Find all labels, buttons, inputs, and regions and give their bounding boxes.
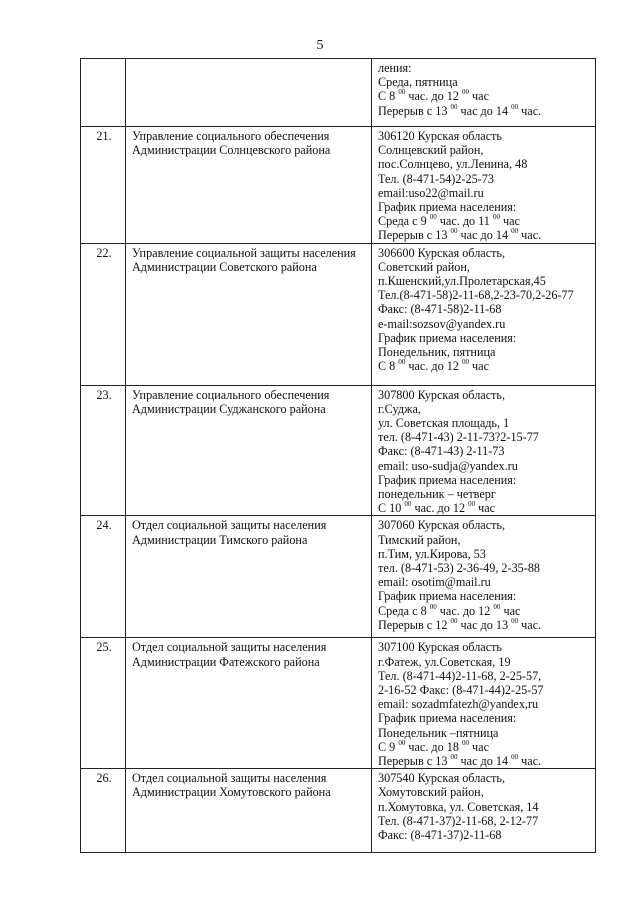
minutes-superscript: 00 xyxy=(429,602,437,611)
contact-line xyxy=(378,302,591,316)
minutes-superscript: 00 xyxy=(398,88,406,97)
contact-text: Перерыв с 13 xyxy=(378,103,451,118)
contact-text: Факс: (8-471-43) 2-11-73 xyxy=(378,444,505,459)
contact-text: час xyxy=(499,214,520,229)
contact-text: email: uso-sudja@yandex.ru xyxy=(378,458,518,473)
contact-line xyxy=(378,754,591,768)
contact-line xyxy=(378,459,591,473)
contact-text: С 8 xyxy=(378,359,399,374)
agency-name: Отдел социальной защиты населения Администрации Фатежского района xyxy=(126,638,372,769)
contact-line xyxy=(378,771,591,785)
minutes-superscript: 00 xyxy=(450,102,458,111)
contact-text: График приема населения: xyxy=(378,711,517,726)
row-number: 21. xyxy=(81,127,126,244)
contact-info xyxy=(372,769,596,853)
minutes-superscript: 00 xyxy=(511,616,519,625)
contact-line xyxy=(378,604,591,618)
contact-line xyxy=(378,697,591,711)
contact-line xyxy=(378,331,591,345)
page-number: 5 xyxy=(316,38,324,53)
contact-text: С 9 xyxy=(378,739,399,754)
contact-line xyxy=(378,561,591,575)
contact-line xyxy=(378,402,591,416)
contact-line xyxy=(378,288,591,302)
contact-info xyxy=(372,127,596,244)
contact-text: Тел.(8-471-58)2-11-68,2-23-70,2-26-77 xyxy=(378,288,574,303)
contact-line xyxy=(378,143,591,157)
agency-name xyxy=(126,59,372,127)
contact-text: 306600 Курская область, xyxy=(378,245,506,260)
contact-text: 306120 Курская область xyxy=(378,129,502,143)
contact-line xyxy=(378,501,591,515)
contact-text: ления: xyxy=(378,61,412,75)
contact-text: email:uso22@mail.ru xyxy=(378,185,484,200)
contact-text: График приема населения: xyxy=(378,330,517,345)
minutes-superscript: 00 xyxy=(462,358,469,367)
contact-line xyxy=(378,444,591,458)
contact-line xyxy=(378,800,591,814)
minutes-superscript: 00 xyxy=(492,213,500,222)
contact-text: п.Хомутовка, ул. Советская, 14 xyxy=(378,799,539,814)
contact-text: час xyxy=(475,501,496,516)
contact-text: п.Тим, ул.Кирова, 53 xyxy=(378,546,486,561)
contact-text: час xyxy=(469,89,489,104)
contact-text: Солнцевский район, xyxy=(378,143,484,158)
contact-text: час. до 11 xyxy=(436,214,493,229)
contact-text: Факс: (8-471-58)2-11-68 xyxy=(378,302,502,317)
minutes-superscript: 00 xyxy=(450,616,458,625)
contact-text: час. xyxy=(518,228,542,243)
contact-text: График приема населения: xyxy=(378,200,517,215)
contact-line xyxy=(378,75,591,89)
contact-text: Среда, пятница xyxy=(378,75,458,90)
contact-line xyxy=(378,104,591,118)
contact-text: e-mail:sozsov@yandex.ru xyxy=(378,316,506,331)
contact-text: Тел. (8-471-54)2-25-73 xyxy=(378,171,494,186)
contact-text: час до 14 xyxy=(457,103,512,118)
contact-line xyxy=(378,61,591,75)
contact-line xyxy=(378,669,591,683)
contact-line xyxy=(378,785,591,799)
contact-text: Тимский район, xyxy=(378,532,461,547)
contact-text: час xyxy=(469,359,489,374)
contact-text: Перерыв с 12 xyxy=(378,617,451,632)
contact-text: час xyxy=(500,603,521,618)
contact-line xyxy=(378,317,591,331)
contact-info xyxy=(372,385,596,516)
contact-text: час. до 12 xyxy=(405,359,462,374)
contact-text: email: osotim@mail.ru xyxy=(378,575,491,590)
contact-line xyxy=(378,430,591,444)
table-row xyxy=(81,243,596,385)
table-row xyxy=(81,385,596,516)
social-services-directory-table xyxy=(80,58,596,853)
contact-text: час. xyxy=(518,617,542,632)
contact-line xyxy=(378,359,591,373)
agency-name: Управление социального обеспечения Администрации Солнцевского района xyxy=(126,127,372,244)
contact-line xyxy=(378,345,591,359)
contact-text: час. xyxy=(518,754,542,769)
contact-line xyxy=(378,655,591,669)
contact-text: пос.Солнцево, ул.Ленина, 48 xyxy=(378,157,528,172)
contact-info xyxy=(372,516,596,638)
contact-line xyxy=(378,828,591,842)
minutes-superscript: 00 xyxy=(462,88,469,97)
table-row xyxy=(81,769,596,853)
contact-line xyxy=(378,172,591,186)
contact-text: Понедельник, пятница xyxy=(378,345,496,360)
minutes-superscript: 00 xyxy=(468,500,476,509)
contact-text: 307800 Курская область, xyxy=(378,387,506,402)
contact-line xyxy=(378,618,591,632)
contact-text: Хомутовский район, xyxy=(378,785,484,800)
table-row xyxy=(81,127,596,244)
table-row xyxy=(81,59,596,127)
minutes-superscript: 00 xyxy=(511,102,519,111)
contact-text: Понедельник –пятница xyxy=(378,725,499,740)
contact-line xyxy=(378,589,591,603)
minutes-superscript: 00 xyxy=(404,500,412,509)
contact-info xyxy=(372,638,596,769)
table-row xyxy=(81,516,596,638)
contact-line xyxy=(378,416,591,430)
contact-text: час xyxy=(469,739,489,754)
contact-text: email: sozadmfatezh@yandex,ru xyxy=(378,697,539,712)
contact-text: Факс: (8-471-37)2-11-68 xyxy=(378,828,502,843)
contact-line xyxy=(378,547,591,561)
contact-line xyxy=(378,473,591,487)
contact-text: 2-16-52 Факс: (8-471-44)2-25-57 xyxy=(378,683,544,698)
minutes-superscript: 00 xyxy=(462,738,469,747)
contact-text: ул. Советская площадь, 1 xyxy=(378,416,510,431)
contact-text: час до 13 xyxy=(457,617,512,632)
minutes-superscript: 00 xyxy=(429,213,437,222)
contact-text: Тел. (8-471-44)2-11-68, 2-25-57, xyxy=(378,668,542,683)
contact-line xyxy=(378,533,591,547)
contact-line xyxy=(378,228,591,242)
contact-text: С 10 xyxy=(378,501,405,516)
contact-text: 307100 Курская область xyxy=(378,640,502,655)
contact-text: Перерыв с 13 xyxy=(378,228,451,243)
contact-line xyxy=(378,274,591,288)
contact-text: Среда с 9 xyxy=(378,214,430,229)
agency-name: Отдел социальной защиты населения Администрации Хомутовского района xyxy=(126,769,372,853)
contact-line xyxy=(378,214,591,228)
contact-line xyxy=(378,260,591,274)
row-number xyxy=(81,59,126,127)
contact-line xyxy=(378,814,591,828)
contact-line xyxy=(378,487,591,501)
contact-info xyxy=(372,243,596,385)
contact-text: п.Кшенский,ул.Пролетарская,45 xyxy=(378,274,546,289)
minutes-superscript: 00 xyxy=(398,358,406,367)
minutes-superscript: 00 xyxy=(450,753,458,762)
contact-text: Тел. (8-471-37)2-11-68, 2-12-77 xyxy=(378,813,539,828)
agency-name: Управление социальной защиты населения Администрации Советского района xyxy=(126,243,372,385)
contact-info xyxy=(372,59,596,127)
contact-text: час до 14 xyxy=(457,754,512,769)
contact-line xyxy=(378,89,591,103)
row-number: 26. xyxy=(81,769,126,853)
contact-line xyxy=(378,575,591,589)
agency-name: Отдел социальной защиты населения Администрации Тимского района xyxy=(126,516,372,638)
contact-text: час. до 12 xyxy=(405,89,462,104)
contact-text: Перерыв с 13 xyxy=(378,754,451,769)
contact-line xyxy=(378,157,591,171)
minutes-superscript: 00 xyxy=(450,227,458,236)
contact-text: 307060 Курская область, xyxy=(378,518,506,533)
contact-text: Среда с 8 xyxy=(378,603,430,618)
contact-text: час. до 18 xyxy=(405,739,462,754)
contact-line xyxy=(378,740,591,754)
contact-line xyxy=(378,683,591,697)
contact-text: тел. (8-471-53) 2-36-49, 2-35-88 xyxy=(378,561,541,576)
row-number: 23. xyxy=(81,385,126,516)
contact-line xyxy=(378,726,591,740)
minutes-superscript: 00 xyxy=(511,753,519,762)
minutes-superscript: 00 xyxy=(493,602,501,611)
contact-text: 307540 Курская область, xyxy=(378,771,506,786)
minutes-superscript: 00 xyxy=(511,227,519,236)
contact-text: г.Фатеж, ул.Советская, 19 xyxy=(378,654,511,669)
contact-text: С 8 xyxy=(378,89,399,104)
contact-line xyxy=(378,186,591,200)
contact-text: час до 14 xyxy=(457,228,512,243)
contact-text: г.Суджа, xyxy=(378,401,421,416)
row-number: 22. xyxy=(81,243,126,385)
contact-line xyxy=(378,200,591,214)
agency-name: Управление социального обеспечения Администрации Суджанского района xyxy=(126,385,372,516)
row-number: 24. xyxy=(81,516,126,638)
contact-text: час. xyxy=(518,103,542,118)
contact-line xyxy=(378,129,591,143)
table-row xyxy=(81,638,596,769)
contact-line xyxy=(378,518,591,532)
contact-text: понедельник – четверг xyxy=(378,487,496,502)
contact-text: График приема населения: xyxy=(378,589,517,604)
contact-text: час. до 12 xyxy=(411,501,469,516)
contact-line xyxy=(378,246,591,260)
contact-line xyxy=(378,711,591,725)
contact-text: Советский район, xyxy=(378,259,470,274)
contact-line xyxy=(378,388,591,402)
minutes-superscript: 00 xyxy=(398,738,406,747)
contact-text: График приема населения: xyxy=(378,472,517,487)
contact-text: тел. (8-471-43) 2-11-73?2-15-77 xyxy=(378,430,539,445)
row-number: 25. xyxy=(81,638,126,769)
contact-line xyxy=(378,640,591,654)
contact-text: час. до 12 xyxy=(436,603,494,618)
